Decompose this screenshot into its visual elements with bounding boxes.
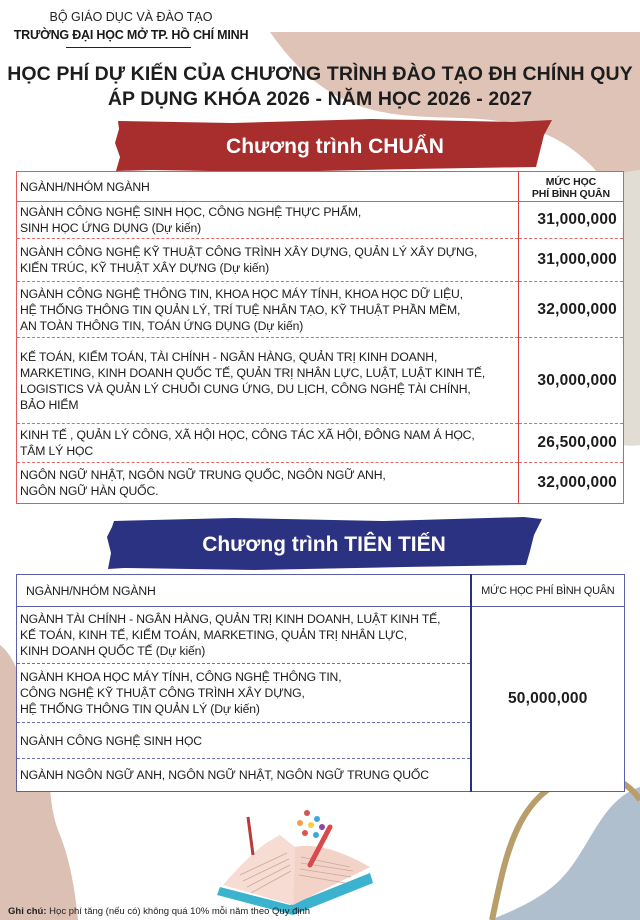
advanced-fee-table	[16, 574, 625, 792]
major-line: NGÀNH CÔNG NGHỆ SINH HỌC	[20, 733, 202, 748]
fee-cell: 32,000,000	[537, 300, 617, 318]
major-line: KẾ TOÁN, KINH TẾ, KIỂM TOÁN, MARKETING, QUẢN TRỊ NHÂN LỰC,	[20, 628, 408, 642]
major-line: TÂM LÝ HỌC	[20, 444, 93, 458]
table-row	[17, 282, 624, 338]
major-line: AN TOÀN THÔNG TIN, TOÁN ỨNG DỤNG (Dự kiến)	[20, 318, 304, 333]
major-cell	[17, 239, 519, 282]
standard-fee-table	[16, 171, 624, 504]
major-line: MARKETING, KINH DOANH QUỐC TẾ, QUẢN TRỊ NHÂN LỰC, LUẬT, LUẬT KINH TẾ,	[20, 365, 486, 380]
fee-cell: 50,000,000	[507, 690, 588, 707]
major-line: BẢO HIỂM	[20, 397, 79, 412]
major-column-header: NGÀNH/NHÓM NGÀNH	[17, 172, 519, 202]
major-line: KINH DOANH QUỐC TẾ (Dự kiến)	[20, 644, 206, 658]
standard-program-banner	[112, 117, 558, 173]
header-divider	[66, 47, 191, 48]
major-cell	[17, 664, 471, 723]
header	[0, 8, 262, 48]
standard-banner-label: Chương trình CHUẨN	[226, 135, 444, 158]
major-line: KINH TẾ , QUẢN LÝ CÔNG, XÃ HỘI HỌC, CÔNG TÁC XÃ HỘI, ĐÔNG NAM Á HỌC,	[20, 428, 475, 442]
major-line: NGÀNH NGÔN NGỮ ANH, NGÔN NGỮ NHẬT, NGÔN NGỮ TRUNG QUỐC	[20, 768, 429, 782]
fee-cell: 32,000,000	[537, 474, 617, 491]
page-title-line1: HỌC PHÍ DỰ KIẾN CỦA CHƯƠNG TRÌNH ĐÀO TẠO ĐH CHÍNH QUY	[7, 63, 633, 85]
major-line: NGÀNH KHOA HỌC MÁY TÍNH, CÔNG NGHỆ THÔNG TIN,	[20, 670, 342, 684]
open-book-icon	[205, 805, 385, 920]
table-row	[17, 338, 624, 424]
table-header-row	[17, 172, 624, 202]
major-line: NGÀNH CÔNG NGHỆ THÔNG TIN, KHOA HỌC MÁY TÍNH, KHOA HỌC DỮ LIỆU,	[20, 286, 463, 301]
fee-cell: 30,000,000	[537, 371, 617, 389]
fee-column-header: MỨC HỌC PHÍ BÌNH QUÂN	[471, 575, 625, 607]
major-line: CÔNG NGHỆ KỸ THUẬT CÔNG TRÌNH XÂY DỰNG,	[20, 686, 305, 700]
major-cell	[17, 463, 519, 504]
major-column-header: NGÀNH/NHÓM NGÀNH	[17, 575, 471, 607]
table-row	[17, 463, 624, 504]
major-line: KIẾN TRÚC, KỸ THUẬT XÂY DỰNG (Dự kiến)	[20, 261, 269, 275]
table-row	[17, 202, 624, 239]
major-line: LOGISTICS VÀ QUẢN LÝ CHUỖI CUNG ỨNG, DU LỊCH, CÔNG NGHỆ TÀI CHÍNH,	[20, 381, 471, 396]
footnote-label: Ghi chú:	[8, 906, 47, 917]
major-cell	[17, 607, 471, 664]
major-line: NGÔN NGỮ HÀN QUỐC.	[20, 484, 159, 498]
advanced-banner-label: Chương trình TIÊN TIẾN	[202, 532, 446, 556]
fee-header-line2: PHÍ BÌNH QUÂN	[531, 187, 610, 200]
major-line: NGÔN NGỮ NHẬT, NGÔN NGỮ TRUNG QUỐC, NGÔN NGỮ ANH,	[20, 468, 386, 482]
major-line: HỆ THỐNG THÔNG TIN QUẢN LÝ (Dự kiến)	[20, 702, 260, 716]
major-line: KẾ TOÁN, KIỂM TOÁN, TÀI CHÍNH - NGÂN HÀNG, QUẢN TRỊ KINH DOANH,	[20, 349, 438, 364]
major-cell	[17, 338, 519, 424]
major-line: HỆ THỐNG THÔNG TIN QUẢN LÝ, TRÍ TUỆ NHÂN TẠO, KỸ THUẬT PHẦN MỀM,	[20, 302, 461, 317]
major-line: NGÀNH CÔNG NGHỆ SINH HỌC, CÔNG NGHỆ THỰC PHẨM,	[20, 205, 362, 219]
major-cell	[17, 202, 519, 239]
fee-column-header	[518, 172, 623, 202]
table-row	[17, 424, 624, 463]
school-name: TRƯỜNG ĐẠI HỌC MỞ TP. HỒ CHÍ MINH	[13, 28, 249, 42]
major-cell	[17, 424, 519, 463]
advanced-program-banner	[104, 515, 544, 570]
footnote	[8, 906, 310, 917]
table-row	[17, 239, 624, 282]
fee-cell: 31,000,000	[537, 211, 617, 228]
major-line: NGÀNH TÀI CHÍNH - NGÂN HÀNG, QUẢN TRỊ KINH DOANH, LUẬT KINH TẾ,	[20, 612, 441, 626]
fee-header-line1: MỨC HỌC	[545, 175, 597, 188]
major-cell	[17, 282, 519, 338]
fee-cell: 31,000,000	[537, 251, 617, 268]
footnote-text: Học phí tăng (nếu có) không quá 10% mỗi năm theo Quy định	[46, 906, 311, 917]
slate-blob-shape	[490, 787, 640, 920]
page-title-line2: ÁP DỤNG KHÓA 2026 - NĂM HỌC 2026 - 2027	[107, 88, 533, 110]
ministry-name: BỘ GIÁO DỤC VÀ ĐÀO TẠO	[49, 10, 213, 24]
major-line: NGÀNH CÔNG NGHỆ KỸ THUẬT CÔNG TRÌNH XÂY DỰNG, QUẢN LÝ XÂY DỰNG,	[20, 245, 478, 259]
fee-cell: 26,500,000	[537, 434, 617, 451]
table-row	[17, 607, 625, 664]
major-line: SINH HỌC ỨNG DỤNG (Dự kiến)	[20, 221, 202, 235]
major-cell	[17, 759, 471, 792]
table-header-row	[17, 575, 625, 607]
major-cell	[17, 723, 471, 759]
